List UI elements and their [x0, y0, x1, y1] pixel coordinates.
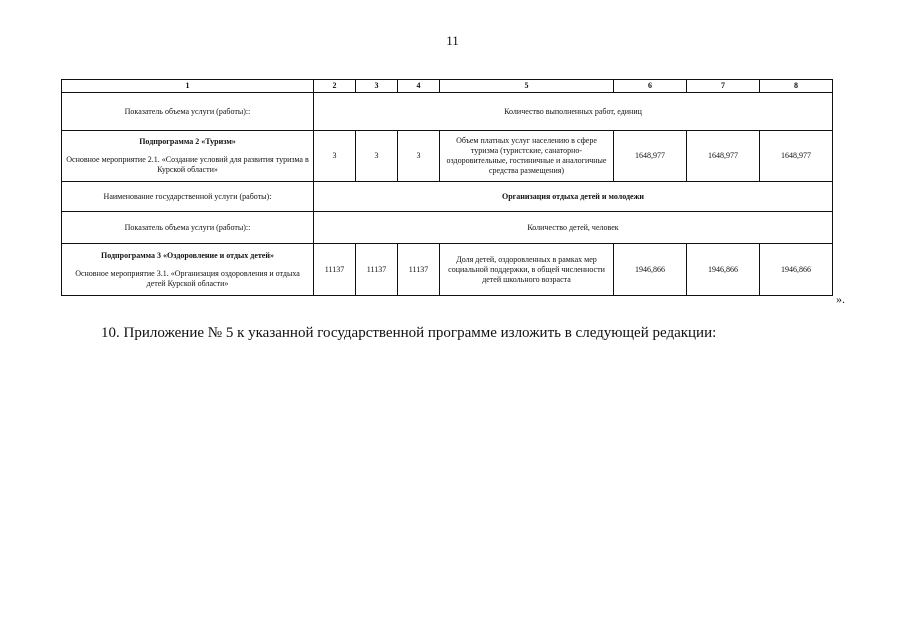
indicator-label: Показатель объема услуги (работы):: — [62, 93, 314, 131]
subprogram-cell — [62, 244, 314, 296]
cell-value: 11137 — [314, 244, 356, 296]
indicator-label: Показатель объема услуги (работы):: — [62, 212, 314, 244]
col-header-1: 1 — [62, 80, 314, 93]
page-number: 11 — [446, 33, 459, 48]
main-event-text: Основное мероприятие 2.1. «Создание условий для развития туризма в Курской области» — [66, 155, 309, 174]
program-table — [61, 79, 833, 296]
closing-quote: ». — [836, 292, 845, 306]
table-row — [62, 93, 833, 131]
table-row — [62, 212, 833, 244]
table-row — [62, 131, 833, 182]
cell-value: 1946,866 — [760, 244, 833, 296]
subprogram-cell — [62, 131, 314, 182]
col-header-8: 8 — [760, 80, 833, 93]
cell-value: 11137 — [356, 244, 398, 296]
cell-value: 11137 — [398, 244, 440, 296]
cell-value: 3 — [398, 131, 440, 182]
indicator-value: Количество детей, человек — [314, 212, 833, 244]
instruction-paragraph: 10. Приложение № 5 к указанной государственной программе изложить в следующей редакции: — [101, 325, 717, 341]
service-name-value: Организация отдыха детей и молодежи — [314, 182, 833, 212]
table-row — [62, 182, 833, 212]
cell-value: 1648,977 — [760, 131, 833, 182]
col-header-6: 6 — [614, 80, 687, 93]
col-header-2: 2 — [314, 80, 356, 93]
main-event-text: Основное мероприятие 3.1. «Организация оздоровления и отдыха детей Курской области» — [75, 268, 300, 288]
cell-value: 1946,866 — [614, 244, 687, 296]
cell-value: 3 — [314, 131, 356, 182]
cell-value: 1648,977 — [687, 131, 760, 182]
table-row — [62, 244, 833, 296]
col-header-7: 7 — [687, 80, 760, 93]
col-header-5: 5 — [440, 80, 614, 93]
cell-value: 1648,977 — [614, 131, 687, 182]
indicator-description: Доля детей, оздоровленных в рамках мер социальной поддержки, в общей численности детей школьного возраста — [440, 244, 614, 296]
cell-value: 1946,866 — [687, 244, 760, 296]
subprogram-title: Подпрограмма 3 «Оздоровление и отдых детей» — [101, 250, 274, 260]
column-number-row — [62, 80, 833, 93]
subprogram-title: Подпрограмма 2 «Туризм» — [139, 137, 236, 146]
indicator-value: Количество выполненных работ, единиц — [314, 93, 833, 131]
indicator-description: Объем платных услуг населению в сфере туризма (туристские, санаторно-оздоровительные, гостиничные и аналогичные средства размещения) — [440, 131, 614, 182]
cell-value: 3 — [356, 131, 398, 182]
col-header-3: 3 — [356, 80, 398, 93]
col-header-4: 4 — [398, 80, 440, 93]
service-name-label: Наименование государственной услуги (работы): — [62, 182, 314, 212]
